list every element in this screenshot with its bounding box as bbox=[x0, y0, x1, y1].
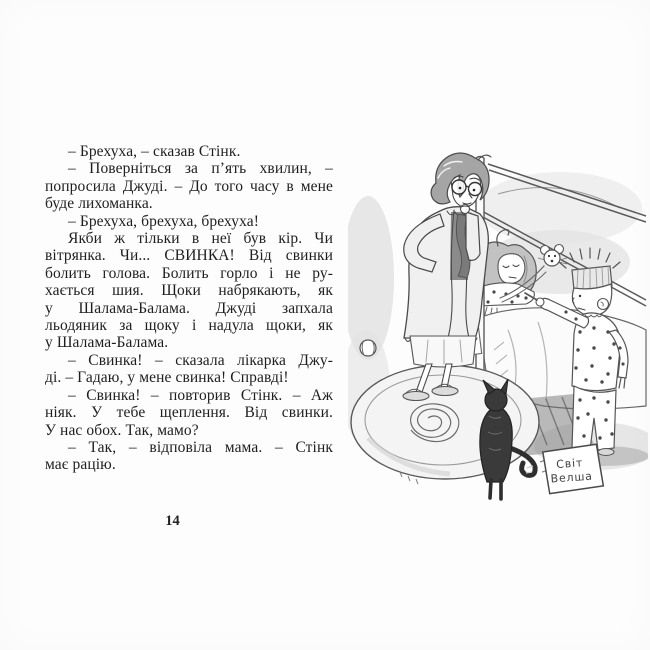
story-text bbox=[45, 143, 333, 474]
sign-text-line2: Велша bbox=[550, 469, 594, 486]
girl-face bbox=[498, 254, 525, 284]
page-number: 14 bbox=[165, 513, 180, 529]
text-line: – Так, – відповіла мама. – Стінк bbox=[68, 438, 333, 456]
story-illustration bbox=[348, 150, 648, 515]
ball bbox=[360, 340, 376, 356]
text-line: хається шия. Щоки набрякають, як bbox=[45, 282, 333, 300]
text-line: У нас обох. Так, мамо? bbox=[45, 421, 199, 439]
text-line: має рацію. bbox=[45, 456, 116, 474]
text-line: попросила Джуді. – До того часу в мене bbox=[45, 177, 333, 195]
text-line: льодяник за щоку і надула щоки, як bbox=[45, 317, 333, 335]
text-line: – Брехуха, брехуха, брехуха! bbox=[68, 212, 260, 230]
text-line: ніяк. У тебе щеплення. Від свинки. bbox=[45, 404, 333, 422]
text-line: Якби ж тільки в неї був кір. Чи bbox=[68, 230, 333, 248]
cat-body bbox=[480, 406, 512, 482]
text-line: ді. – Гадаю, у мене свинка! Справді! bbox=[45, 369, 289, 387]
text-line: у Шалама-Балама. bbox=[45, 334, 169, 352]
text-line: – Поверніться за п’ять хвилин, – bbox=[68, 160, 333, 178]
sign-text-line1: Світ bbox=[555, 456, 584, 472]
text-line: – Свинка! – сказала лікарка Джу- bbox=[68, 351, 333, 369]
text-line: вітрянка. Чи... СВИНКА! Від свинки bbox=[45, 247, 333, 265]
text-line: у Шалама-Балама. Джуді запхала bbox=[45, 299, 333, 317]
text-line: буде лихоманка. bbox=[45, 195, 153, 213]
welsh-world-sign bbox=[543, 444, 604, 494]
mother-skirt bbox=[410, 336, 476, 367]
text-line: болить голова. Болить горло і не ру- bbox=[45, 264, 333, 282]
boy-foot bbox=[598, 449, 614, 456]
text-line: – Брехуха, – сказав Стінк. bbox=[68, 143, 241, 160]
text-line: – Свинка! – повторив Стінк. – Аж bbox=[68, 386, 333, 404]
cat-leg bbox=[490, 480, 501, 499]
